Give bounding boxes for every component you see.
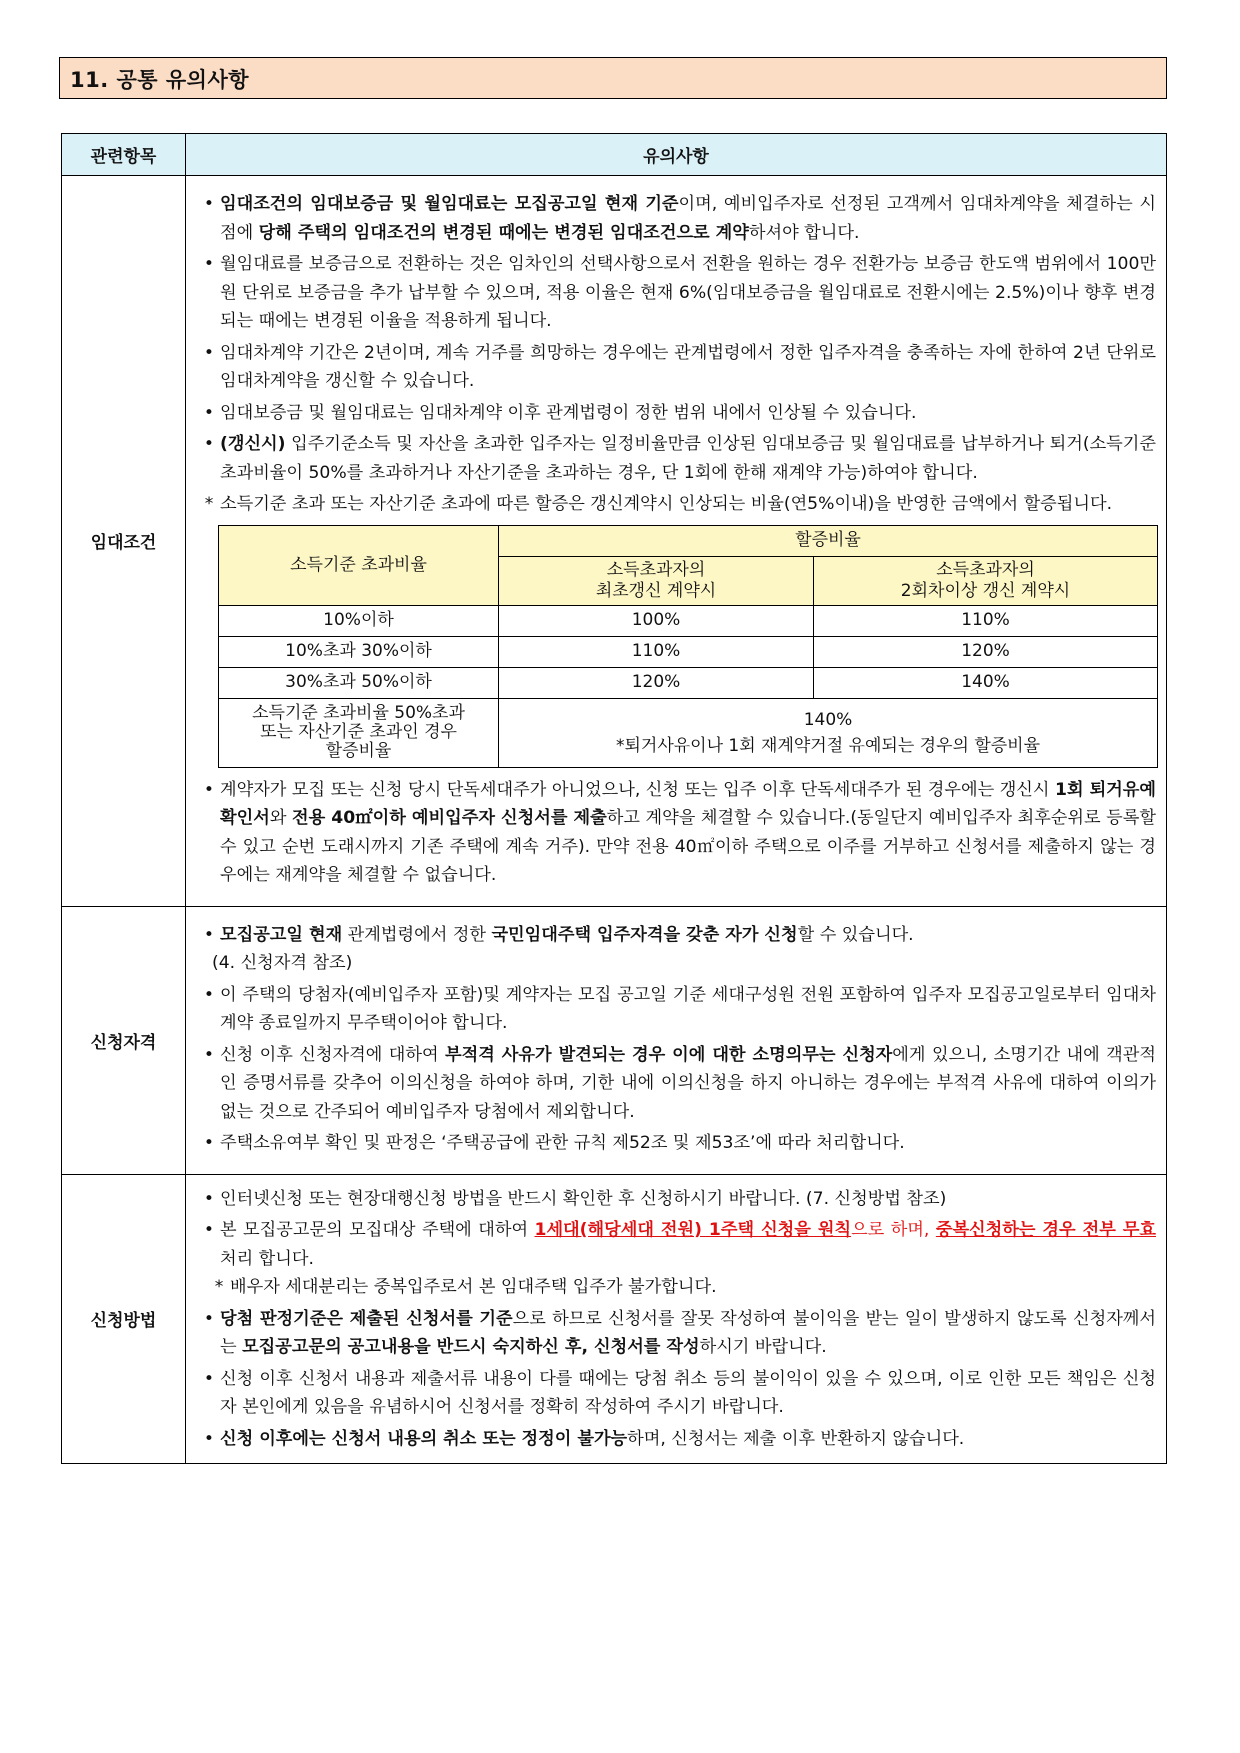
bullet-icon: • [203, 779, 215, 800]
list-item: • 모집공고일 현재 관계법령에서 정한 국민임대주택 입주자격을 갖춘 자가 신청할 수 있습니다. [198, 921, 1156, 950]
notice-table [61, 133, 1167, 1464]
list-item: • 신청 이후 신청서 내용과 제출서류 내용이 다를 때에는 당첨 취소 등의 불이익이 있을 수 있으며, 이로 인한 모든 책임은 신청자 본인에게 있음을 유념하시어 신청서를 정확히 작성하여 주시기 바랍니다. [198, 1365, 1156, 1422]
rental-content [186, 176, 1167, 907]
asterisk-icon: * [204, 494, 214, 514]
bullet-icon: • [203, 1044, 215, 1065]
list-item: • 인터넷신청 또는 현장대행신청 방법을 반드시 확인한 후 신청하시기 바랍니다. (7. 신청방법 참조) [198, 1185, 1156, 1214]
list-item: • 본 모집공고문의 모집대상 주택에 대하여 1세대(해당세대 전원) 1주택 신청을 원칙으로 하며, 중복신청하는 경우 전부 무효처리 합니다. [198, 1216, 1156, 1273]
eligibility-reference: (4. 신청자격 참조) [212, 953, 353, 973]
surcharge-last-ratio: 소득기준 초과비율 50%초과 또는 자산기준 초과인 경우 할증비율 [219, 698, 499, 767]
bullet-icon: • [203, 984, 215, 1005]
bullet-icon: • [203, 1368, 215, 1389]
bullet-icon: • [203, 402, 215, 423]
bullet-icon: • [203, 1428, 215, 1449]
row-application-method [62, 1174, 1167, 1464]
eligibility-content [186, 906, 1167, 1174]
rental-label: 임대조건 [62, 176, 186, 907]
table-row [219, 698, 1158, 767]
bullet-icon: • [203, 342, 215, 363]
table-row: 10%초과 30%이하 110% 120% [219, 636, 1158, 667]
bullet-icon: • [203, 1188, 215, 1209]
header-notes: 유의사항 [186, 134, 1167, 176]
surcharge-header-ratio: 소득기준 초과비율 [219, 525, 499, 605]
list-item: • 계약자가 모집 또는 신청 당시 단독세대주가 아니었으나, 신청 또는 입주 이후 단독세대주가 된 경우에는 갱신시 1회 퇴거유예 확인서와 전용 40㎡이하 예비입주자 신청서를 제출하고 계약을 체결할 수 있습니다.(동일단지 예비입주자 최후순위로 등록할 수 있고 순번 도래시까지 기존 주택에 계속 거주). 만약 전용 40㎡이하 주택으로 이주를 거부하고 신청서를 제출하지 않는 경우에는 재계약을 체결할 수 없습니다. [198, 776, 1156, 890]
row-rental-conditions [62, 176, 1167, 907]
list-item: • 신청 이후 신청자격에 대하여 부적격 사유가 발견되는 경우 이에 대한 소명의무는 신청자에게 있으니, 소명기간 내에 객관적인 증명서류를 갖추어 이의신청을 하여야 하며, 기한 내에 이의신청을 하지 아니하는 경우에는 부적격 사유에 대하여 이의가 없는 것으로 간주되어 예비입주자 당첨에서 제외합니다. [198, 1041, 1156, 1127]
method-content [186, 1174, 1167, 1464]
row-eligibility [62, 906, 1167, 1174]
surcharge-header-second: 소득초과자의 2회차이상 갱신 계약시 [814, 556, 1158, 605]
list-item: • 당첨 판정기준은 제출된 신청서를 기준으로 하므로 신청서를 잘못 작성하여 불이익을 받는 일이 발생하지 않도록 신청자께서는 모집공고문의 공고내용을 반드시 숙지하신 후, 신청서를 작성하시기 바랍니다. [198, 1305, 1156, 1362]
eligibility-label: 신청자격 [62, 906, 186, 1174]
note-item: * 배우자 세대분리는 중복입주로서 본 임대주택 입주가 불가합니다. [198, 1273, 1156, 1302]
note-item: * 소득기준 초과 또는 자산기준 초과에 따른 할증은 갱신계약시 인상되는 비율(연5%이내)을 반영한 금액에서 할증됩니다. [198, 490, 1156, 519]
bullet-icon: • [203, 1133, 215, 1153]
surcharge-table [218, 525, 1158, 768]
list-item: • 임대조건의 임대보증금 및 월임대료는 모집공고일 현재 기준이며, 예비입주자로 선정된 고객께서 임대차계약을 체결하는 시점에 당해 주택의 임대조건의 변경된 때에는 변경된 임대조건으로 계약하셔야 합니다. [198, 190, 1156, 247]
table-row: 30%초과 50%이하 120% 140% [219, 667, 1158, 698]
section-title: 11. 공통 유의사항 [59, 57, 1167, 99]
bullet-icon: • [203, 434, 215, 454]
table-row: 10%이하 100% 110% [219, 605, 1158, 636]
list-item: • 신청 이후에는 신청서 내용의 취소 또는 정정이 불가능하며, 신청서는 제출 이후 반환하지 않습니다. [198, 1425, 1156, 1454]
table-header-row [62, 134, 1167, 176]
surcharge-header-first: 소득초과자의 최초갱신 계약시 [499, 556, 814, 605]
method-label: 신청방법 [62, 1174, 186, 1464]
list-item: • 월임대료를 보증금으로 전환하는 것은 임차인의 선택사항으로서 전환을 원하는 경우 전환가능 보증금 한도액 범위에서 100만원 단위로 보증금을 추가 납부할 수 있으며, 적용 이율은 현재 6%(임대보증금을 월임대료로 전환시에는 2.5%)이나 향후 변경되는 때에는 변경된 이율을 적용하게 됩니다. [198, 250, 1156, 336]
list-item: • 주택소유여부 확인 및 판정은 ‘주택공급에 관한 규칙 제52조 및 제53조’에 따라 처리합니다. [198, 1129, 1156, 1158]
surcharge-header-group: 할증비율 [499, 525, 1158, 556]
bullet-icon: • [203, 194, 215, 214]
list-item: • 임대차계약 기간은 2년이며, 계속 거주를 희망하는 경우에는 관계법령에서 정한 입주자격을 충족하는 자에 한하여 2년 단위로 임대차계약을 갱신할 수 있습니다. [198, 339, 1156, 396]
asterisk-icon: * [214, 1277, 224, 1297]
list-item: • 임대보증금 및 월임대료는 임대차계약 이후 관계법령이 정한 범위 내에서 인상될 수 있습니다. [198, 399, 1156, 428]
bullet-icon: • [203, 924, 215, 945]
header-category: 관련항목 [62, 134, 186, 176]
surcharge-last-value: 140% *퇴거사유이나 1회 재계약거절 유예되는 경우의 할증비율 [499, 698, 1158, 767]
bullet-icon: • [203, 254, 215, 274]
bullet-icon: • [203, 1308, 215, 1329]
list-item: • (갱신시) 입주기준소득 및 자산을 초과한 입주자는 일정비율만큼 인상된 임대보증금 및 월임대료를 납부하거나 퇴거(소득기준 초과비율이 50%를 초과하거나 자산기준을 초과하는 경우, 단 1회에 한해 재계약 가능)하여야 합니다. [198, 430, 1156, 487]
list-item: • 이 주택의 당첨자(예비입주자 포함)및 계약자는 모집 공고일 기준 세대구성원 전원 포함하여 입주자 모집공고일로부터 임대차계약 종료일까지 무주택이어야 합니다. [198, 981, 1156, 1038]
bullet-icon: • [203, 1220, 215, 1240]
